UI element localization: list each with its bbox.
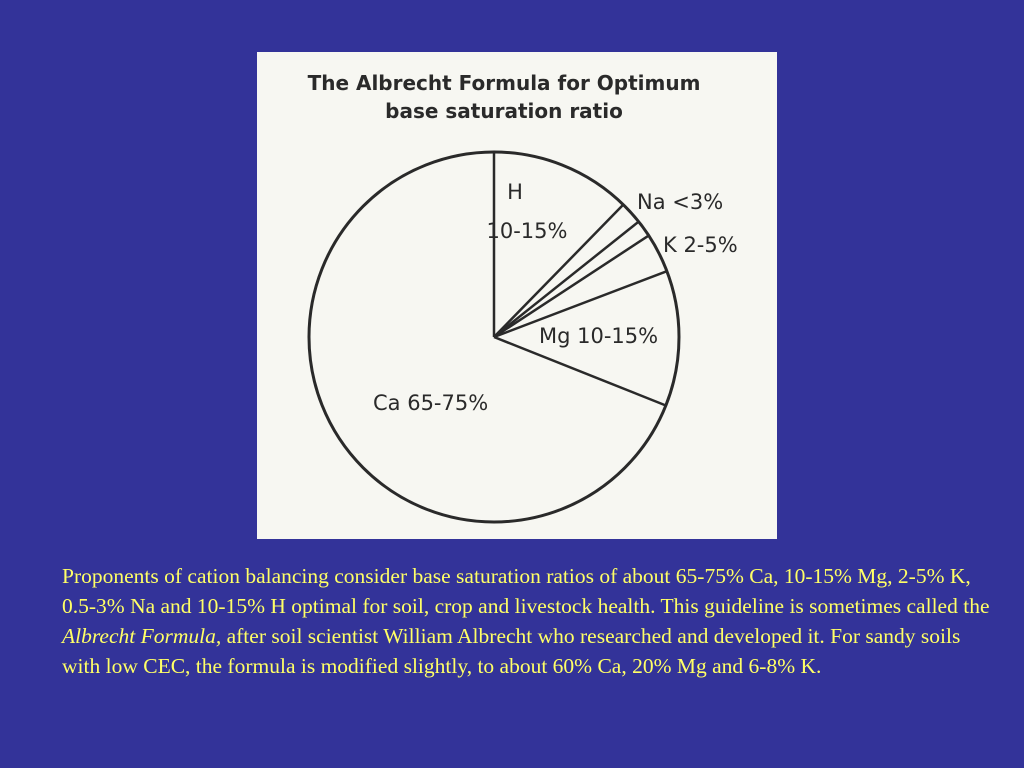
- pie-label-ca-0: Ca 65-75%: [373, 391, 489, 415]
- caption-part-2: after soil scientist William Albrecht who researched and developed it. For sandy soils with low CEC, the formula is modified slightly, to about 60% Ca, 20% Mg and 6-8% K: [62, 624, 961, 678]
- pie-label-na-0: Na <3%: [637, 190, 724, 214]
- chart-title-line-2: base saturation ratio: [385, 99, 623, 123]
- caption-part-1: Proponents of cation balancing consider base saturation ratios of about 65-75% Ca, 10-15% Mg, 2-5% K, 0.5-3% Na and 10-15% H optimal for soil, crop and livestock health. This guideline is sometimes called the: [62, 564, 990, 618]
- caption-text: [62, 561, 992, 681]
- pie-chart: [257, 52, 777, 539]
- chart-panel: [257, 52, 777, 539]
- caption-part-3: .: [816, 654, 822, 678]
- pie-label-h-0: H: [507, 180, 523, 204]
- pie-label-k-0: K 2-5%: [663, 233, 738, 257]
- pie-label-mg-0: Mg 10-15%: [539, 324, 659, 348]
- caption-italic-term: Albrecht Formula,: [62, 624, 222, 648]
- pie-label-h-1: 10-15%: [486, 219, 568, 243]
- chart-title-line-1: The Albrecht Formula for Optimum: [307, 71, 701, 95]
